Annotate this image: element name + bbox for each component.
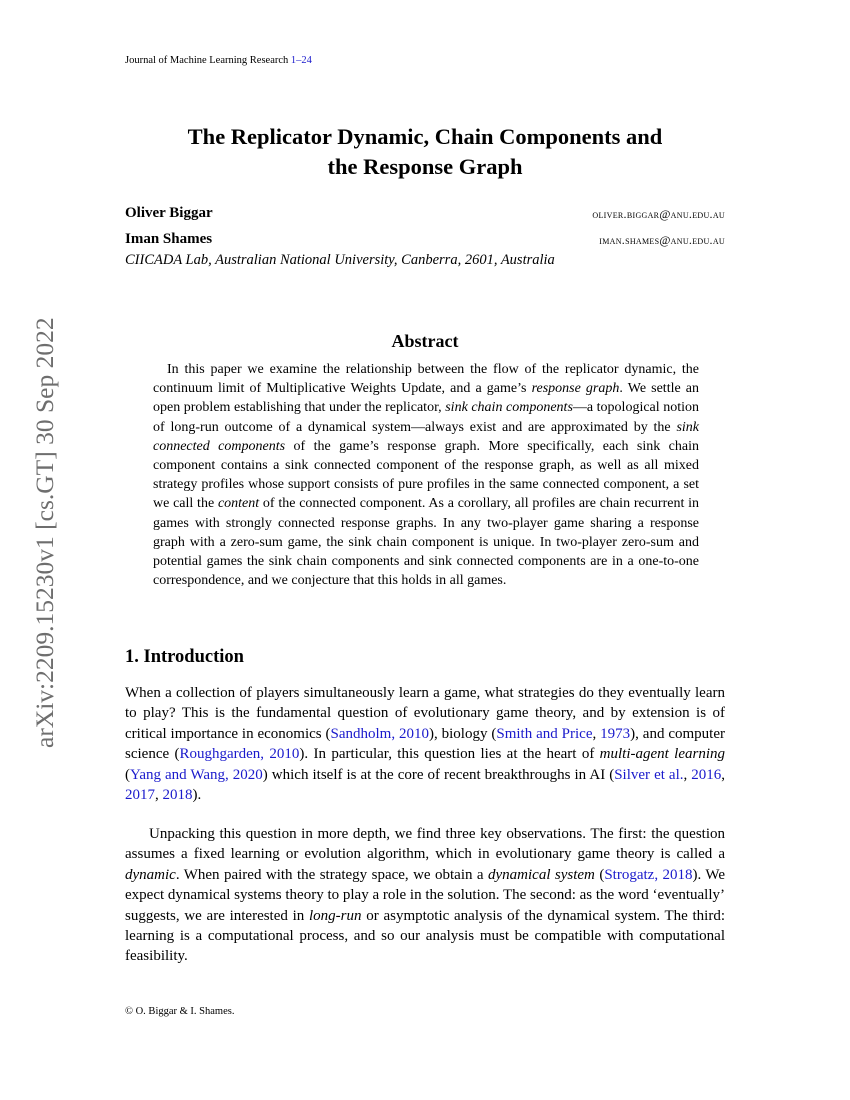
title-line-2: the Response Graph	[327, 154, 523, 179]
abstract-text	[153, 360, 699, 590]
intro-paragraph-2	[125, 824, 725, 967]
text-segment: ) which itself is at the core of recent breakthroughs in AI (	[262, 766, 615, 783]
emphasis-text: long-run	[309, 907, 362, 924]
emphasis-text: dynamical system	[488, 866, 595, 883]
abstract-segment: . We settle an open problem establishing that under the replicator,	[153, 381, 700, 416]
title-line-1: The Replicator Dynamic, Chain Components and	[187, 124, 663, 149]
citation-link[interactable]: 2017	[125, 787, 155, 804]
text-segment: ).	[192, 787, 202, 804]
intro-paragraph-1	[125, 683, 725, 805]
citation-link[interactable]: 1973	[600, 725, 631, 742]
author-name-2: Iman Shames	[125, 231, 213, 247]
text-segment: . When paired with the strategy space, we obtain a	[175, 866, 488, 883]
text-segment: ,	[683, 766, 692, 783]
author-email-2: iman.shames@anu.edu.au	[599, 233, 725, 247]
emphasis-text: multi-agent learning	[599, 746, 725, 763]
page-range-link[interactable]: 1–24	[290, 55, 312, 66]
abstract-segment: of the game’s response graph. More specifically, each sink chain component contains a sink connected component of the response graph, as well as all mixed strategy profiles whose support consists of pure profiles in the same connected component, a set we call the	[153, 438, 699, 512]
text-segment: Unpacking this question in more depth, we find three key observations. The first: the question assumes a fixed learning or evolution algorithm, which in evolutionary game theory is called a	[125, 826, 725, 863]
text-segment: ,	[721, 766, 726, 783]
paper-title	[125, 122, 725, 182]
abstract-segment: of the connected component. As a corollary, all profiles are chain recurrent in games with strongly connected response graphs. In any two-player game sharing a response graph with a zero-sum game, the sink chain component is unique. In two-player zero-sum and potential games the sink chain components and sink connected components are in a one-to-one correspondence, and we conjecture that this holds in all games.	[153, 496, 699, 589]
text-segment: (	[594, 866, 605, 883]
text-segment: ,	[592, 725, 601, 742]
abstract-emphasis: content	[217, 496, 260, 512]
text-segment: or asymptotic analysis of the dynamical system. The third: learning is a computational process, and so our analysis must be compatible with computational feasibility.	[125, 907, 725, 965]
citation-link[interactable]: Smith and Price	[496, 725, 593, 742]
text-segment: ,	[155, 787, 163, 804]
text-segment: (	[125, 766, 130, 783]
citation-link[interactable]: Sandholm, 2010	[330, 725, 429, 742]
arxiv-stamp: arXiv:2209.15230v1 [cs.GT] 30 Sep 2022	[30, 317, 59, 748]
journal-header	[125, 55, 312, 66]
text-segment: ). We expect dynamical systems theory to play a role in the solution. The second: as the word ‘eventually’ suggests, we are interested in	[125, 866, 726, 924]
emphasis-text: dynamic	[125, 866, 176, 883]
author-name-1: Oliver Biggar	[125, 205, 213, 221]
author-email-1: oliver.biggar@anu.edu.au	[592, 207, 725, 221]
abstract-emphasis: sink connected components	[153, 419, 699, 454]
text-segment: When a collection of players simultaneously learn a game, what strategies do they eventually learn to play? This is the fundamental question of evolutionary game theory, and by extension is of critical importance in economics (	[125, 685, 725, 742]
citation-link[interactable]: Strogatz, 2018	[604, 866, 693, 883]
abstract-emphasis: response graph	[531, 381, 620, 397]
section-heading-introduction: 1. Introduction	[125, 647, 244, 667]
citation-link[interactable]: 2018	[162, 787, 193, 804]
text-segment: ), and computer science (	[125, 725, 725, 763]
citation-link[interactable]: Roughgarden, 2010	[179, 746, 300, 763]
text-segment: ). In particular, this question lies at the heart of	[299, 746, 600, 763]
citation-link[interactable]: Silver et al.	[614, 766, 684, 783]
affiliation: CIICADA Lab, Australian National University, Canberra, 2601, Australia	[125, 252, 555, 268]
text-segment: ), biology (	[429, 725, 497, 742]
abstract-heading: Abstract	[391, 331, 459, 351]
abstract-segment: In this paper we examine the relationship between the flow of the replicator dynamic, the continuum limit of Multiplicative Weights Update, and a game’s	[153, 362, 699, 397]
copyright-footer: © O. Biggar & I. Shames.	[125, 1006, 235, 1017]
citation-link[interactable]: Yang and Wang, 2020	[130, 766, 263, 783]
abstract-segment: —a topological notion of long-run outcome of a dynamical system—always exist and are approximated by the	[153, 400, 699, 435]
abstract-emphasis: sink chain components	[445, 400, 573, 416]
journal-name: Journal of Machine Learning Research	[125, 55, 289, 66]
citation-link[interactable]: 2016	[691, 766, 722, 783]
